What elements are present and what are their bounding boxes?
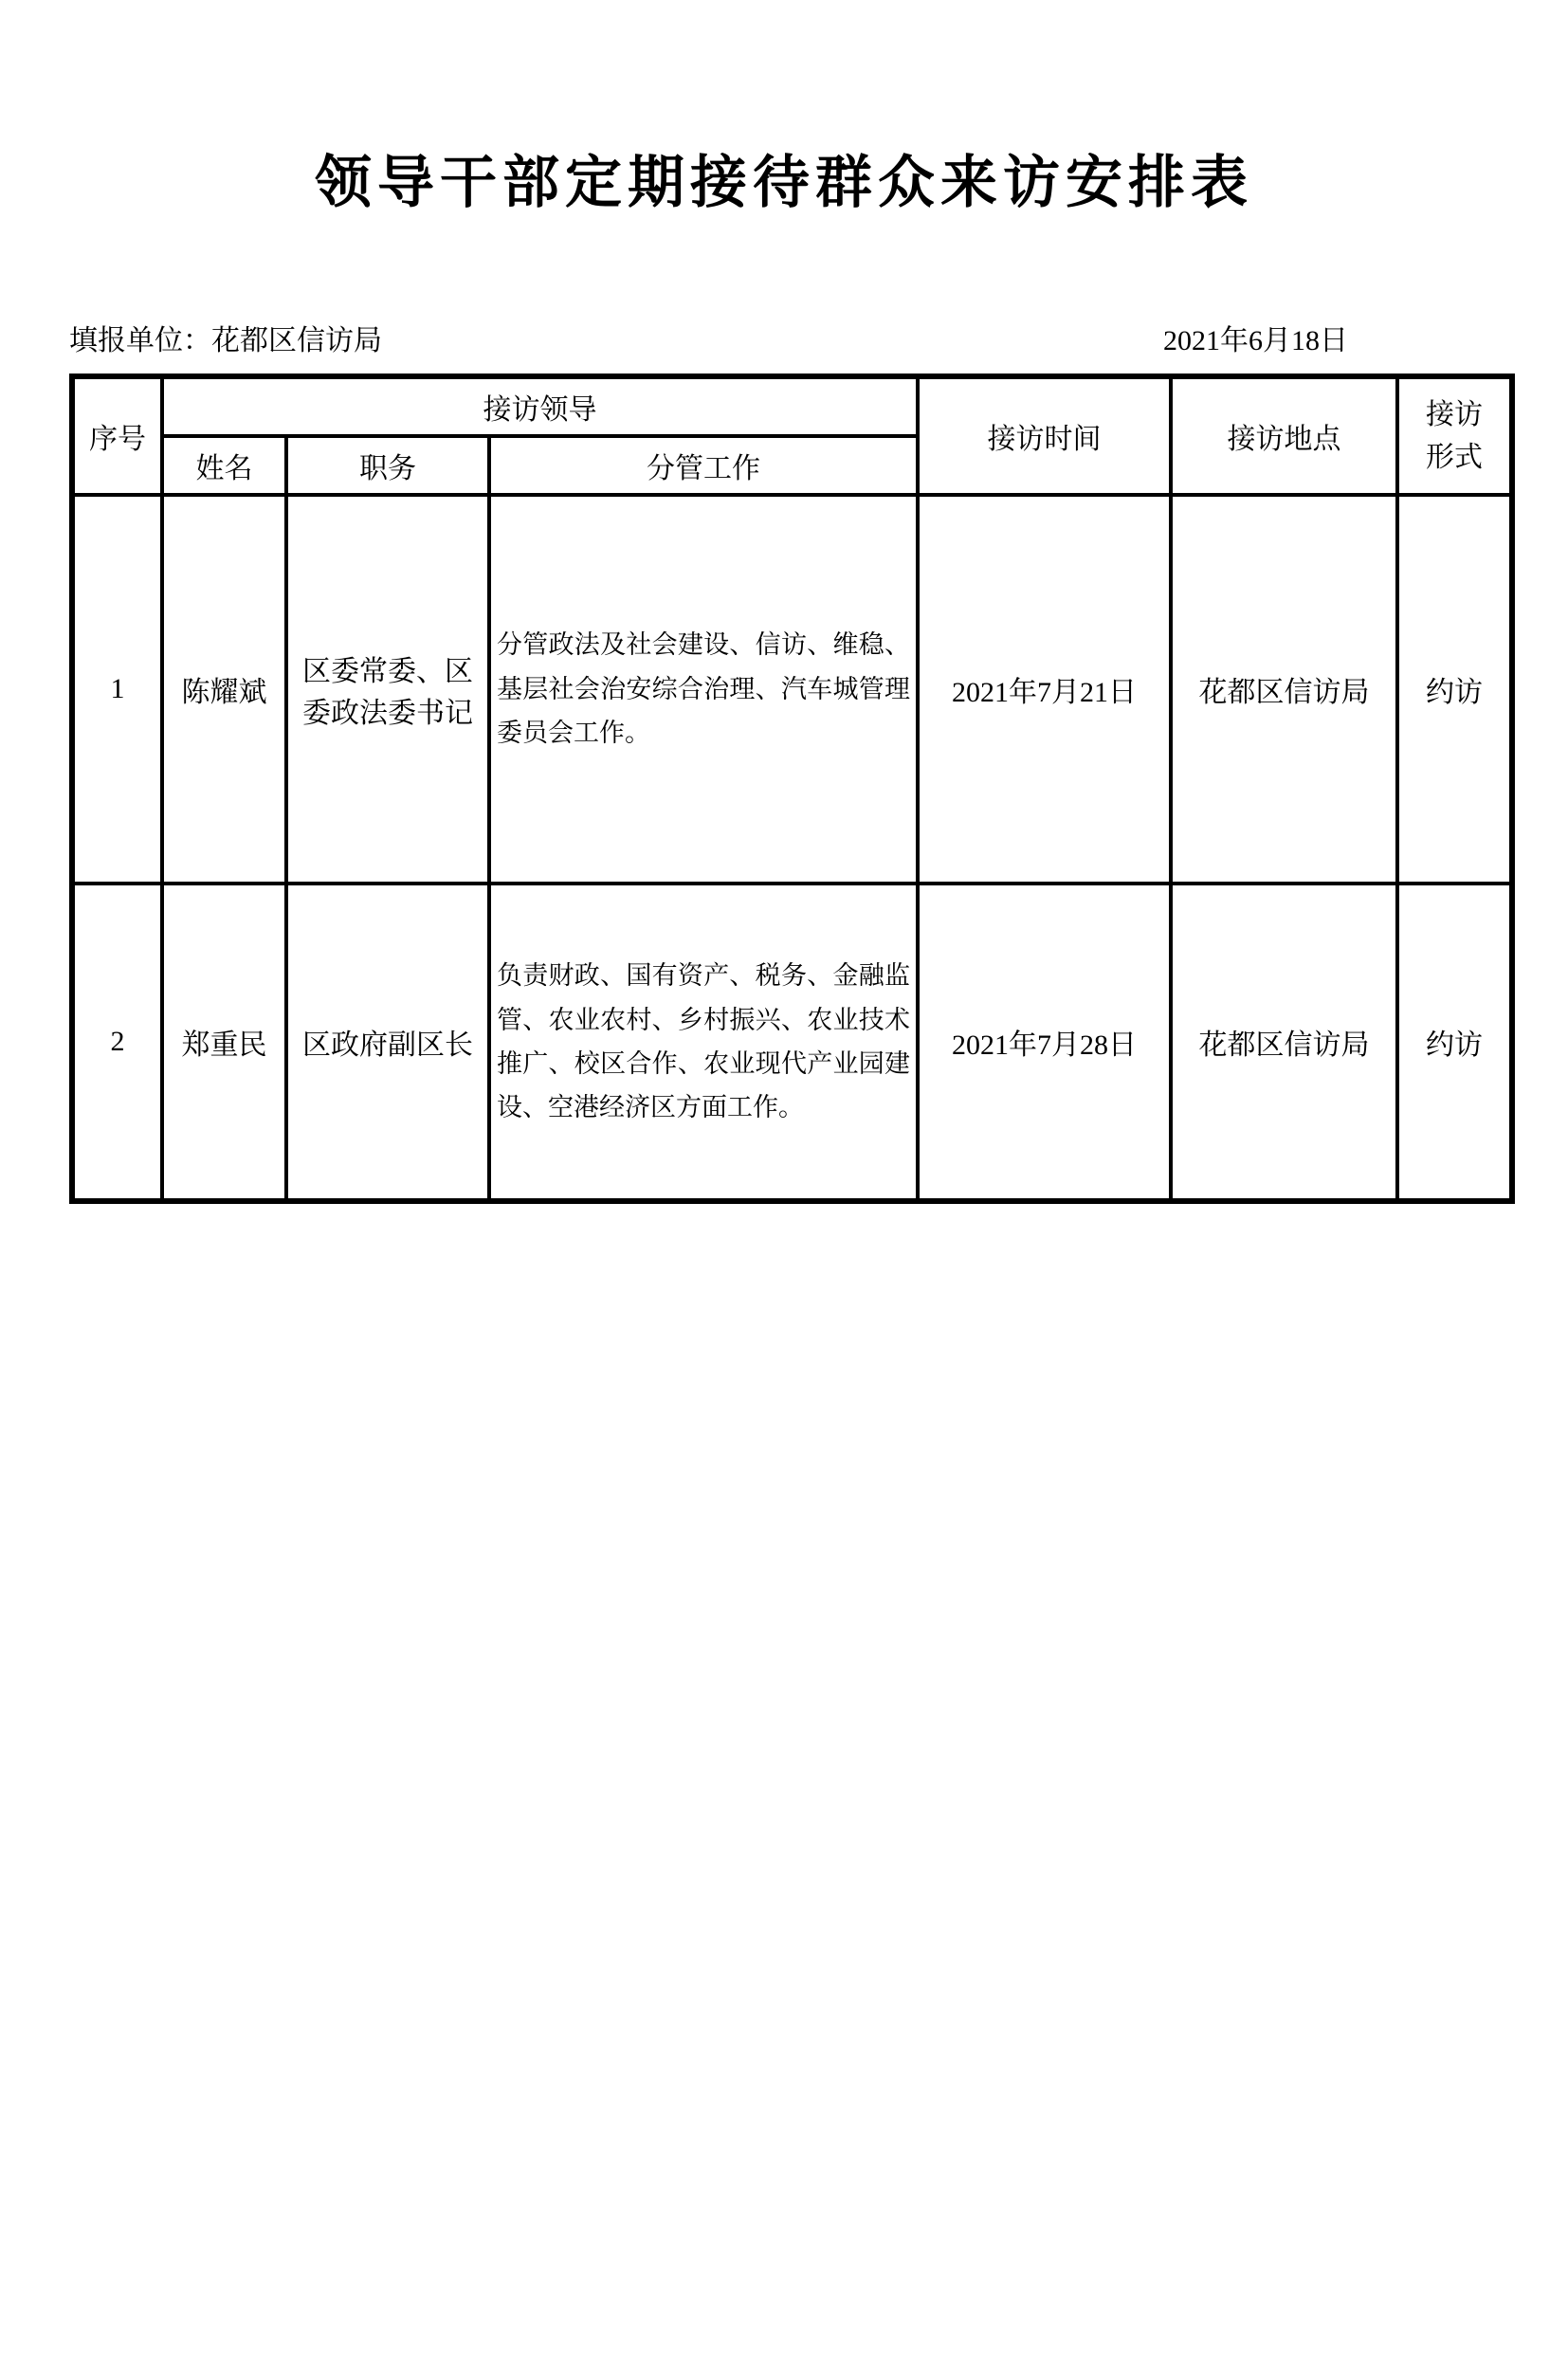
cell-name: 郑重民 xyxy=(162,884,286,1201)
col-header-index: 序号 xyxy=(72,376,162,495)
col-header-name: 姓名 xyxy=(162,436,286,495)
col-header-duties: 分管工作 xyxy=(489,436,918,495)
cell-form: 约访 xyxy=(1397,495,1512,884)
col-header-position: 职务 xyxy=(286,436,489,495)
cell-location: 花都区信访局 xyxy=(1171,884,1397,1201)
cell-position: 区委常委、区委政法委书记 xyxy=(286,495,489,884)
schedule-table xyxy=(69,374,1515,1204)
report-date: 2021年6月18日 xyxy=(1163,325,1348,356)
col-header-form: 接访形式 xyxy=(1397,376,1512,495)
document-page xyxy=(0,152,1568,1204)
cell-time: 2021年7月28日 xyxy=(918,884,1171,1201)
reporting-unit-label: 填报单位：花都区信访局 xyxy=(69,325,382,356)
header-row-top xyxy=(72,376,1512,436)
cell-position: 区政府副区长 xyxy=(286,884,489,1201)
cell-location: 花都区信访局 xyxy=(1171,495,1397,884)
cell-form: 约访 xyxy=(1397,884,1512,1201)
table-row xyxy=(72,495,1512,884)
cell-index: 1 xyxy=(72,495,162,884)
cell-time: 2021年7月21日 xyxy=(918,495,1171,884)
cell-duties: 负责财政、国有资产、税务、金融监管、农业农村、乡村振兴、农业技术推广、校区合作、农业现代产业园建设、空港经济区方面工作。 xyxy=(489,884,918,1201)
cell-duties: 分管政法及社会建设、信访、维稳、基层社会治安综合治理、汽车城管理委员会工作。 xyxy=(489,495,918,884)
table-row xyxy=(72,884,1512,1201)
cell-name: 陈耀斌 xyxy=(162,495,286,884)
info-row xyxy=(69,324,1509,358)
col-header-time: 接访时间 xyxy=(918,376,1171,495)
col-header-leader-group: 接访领导 xyxy=(162,376,918,436)
col-header-location: 接访地点 xyxy=(1171,376,1397,495)
page-title: 领导干部定期接待群众来访安排表 xyxy=(315,152,1253,214)
cell-index: 2 xyxy=(72,884,162,1201)
